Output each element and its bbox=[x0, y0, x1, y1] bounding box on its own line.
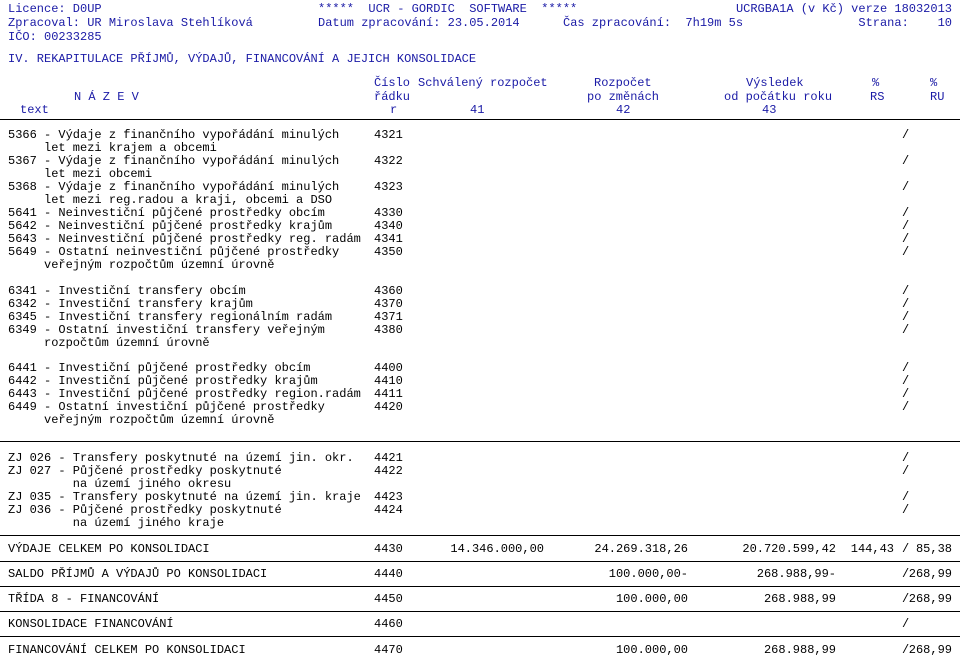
row-line-number: 4340 bbox=[374, 219, 403, 233]
table-row bbox=[0, 258, 960, 271]
row-text: veřejným rozpočtům územní úrovně bbox=[8, 413, 275, 427]
table-row bbox=[0, 154, 960, 167]
row-slash: / bbox=[902, 219, 910, 233]
col-rozpocet-2: po změnách bbox=[587, 90, 660, 104]
row-pct-ru: 268,99 bbox=[908, 567, 952, 581]
row-slash: / bbox=[902, 361, 910, 375]
col-rozpocet-3: 42 bbox=[616, 103, 631, 117]
separator bbox=[0, 441, 960, 442]
table-row bbox=[0, 336, 960, 349]
separator bbox=[0, 586, 960, 587]
header-line-2 bbox=[0, 16, 960, 30]
row-text: veřejným rozpočtům územní úrovně bbox=[8, 258, 275, 272]
col-rs-2: RS bbox=[870, 90, 885, 104]
table-row bbox=[0, 451, 960, 464]
col-ru-1: % bbox=[930, 76, 938, 90]
row-line-number: 4430 bbox=[374, 542, 403, 556]
col-text: text bbox=[20, 103, 49, 117]
row-text: let mezi obcemi bbox=[8, 167, 153, 181]
row-slash: / bbox=[902, 451, 910, 465]
row-slash: / bbox=[902, 310, 910, 324]
row-result: 268.988,99- bbox=[756, 567, 836, 581]
row-line-number: 4421 bbox=[374, 451, 403, 465]
processed-date: Datum zpracování: 23.05.2014 bbox=[318, 16, 520, 30]
row-text: 6443 - Investiční půjčené prostředky region.radám bbox=[8, 387, 361, 401]
row-text: SALDO PŘÍJMŮ A VÝDAJŮ PO KONSOLIDACI bbox=[8, 567, 268, 581]
row-line-number: 4400 bbox=[374, 361, 403, 375]
separator bbox=[0, 561, 960, 562]
row-slash: / bbox=[902, 490, 910, 504]
row-slash: / bbox=[902, 323, 910, 337]
row-text: let mezi reg.radou a kraji, obcemi a DSO bbox=[8, 193, 333, 207]
row-line-number: 4470 bbox=[374, 643, 403, 657]
row-text: 6449 - Ostatní investiční půjčené prostředky bbox=[8, 400, 325, 414]
row-line-number: 4440 bbox=[374, 567, 403, 581]
table-row bbox=[0, 400, 960, 413]
page-number: Strana: 10 bbox=[858, 16, 952, 30]
table-row bbox=[0, 464, 960, 477]
table-row bbox=[0, 284, 960, 297]
row-text: 6441 - Investiční půjčené prostředky obcím bbox=[8, 361, 311, 375]
row-line-number: 4321 bbox=[374, 128, 403, 142]
row-text: 6349 - Ostatní investiční transfery veřejným bbox=[8, 323, 325, 337]
row-pct-ru: 85,38 bbox=[915, 542, 952, 556]
row-text: FINANCOVÁNÍ CELKEM PO KONSOLIDACI bbox=[8, 643, 246, 657]
row-text: ZJ 027 - Půjčené prostředky poskytnuté bbox=[8, 464, 282, 478]
row-slash: / bbox=[902, 245, 910, 259]
table-row bbox=[0, 310, 960, 323]
row-text: 5367 - Výdaje z finančního vypořádání minulých bbox=[8, 154, 340, 168]
row-pct-rs: 144,43 bbox=[850, 542, 894, 556]
row-slash: / bbox=[902, 232, 910, 246]
table-row bbox=[0, 323, 960, 336]
row-text: na území jiného kraje bbox=[8, 516, 225, 530]
row-slash: / bbox=[902, 128, 910, 142]
row-slash: / bbox=[902, 617, 910, 631]
table-row bbox=[0, 232, 960, 245]
row-slash: / bbox=[902, 567, 910, 581]
header-line-3 bbox=[0, 30, 960, 44]
row-text: 6341 - Investiční transfery obcím bbox=[8, 284, 246, 298]
separator bbox=[0, 119, 960, 120]
table-row bbox=[0, 245, 960, 258]
row-text: let mezi krajem a obcemi bbox=[8, 141, 217, 155]
row-slash: / bbox=[902, 374, 910, 388]
col-schvaleny-3: 41 bbox=[470, 103, 485, 117]
row-line-number: 4371 bbox=[374, 310, 403, 324]
row-text: KONSOLIDACE FINANCOVÁNÍ bbox=[8, 617, 174, 631]
row-slash: / bbox=[902, 503, 910, 517]
processing-time: Čas zpracování: 7h19m 5s bbox=[563, 16, 744, 30]
row-text: 5641 - Neinvestiční půjčené prostředky obcím bbox=[8, 206, 325, 220]
row-slash: / bbox=[902, 400, 910, 414]
col-vysledek-2: od počátku roku bbox=[724, 90, 833, 104]
col-ru-2: RU bbox=[930, 90, 945, 104]
row-text: na území jiného okresu bbox=[8, 477, 232, 491]
row-text: 5642 - Neinvestiční půjčené prostředky krajům bbox=[8, 219, 333, 233]
software-banner: ***** UCR - GORDIC SOFTWARE ***** bbox=[318, 2, 578, 16]
row-pct-ru: 268,99 bbox=[908, 643, 952, 657]
row-line-number: 4410 bbox=[374, 374, 403, 388]
table-row bbox=[0, 503, 960, 516]
row-result: 268.988,99 bbox=[763, 643, 836, 657]
row-slash: / bbox=[902, 592, 910, 606]
row-line-number: 4341 bbox=[374, 232, 403, 246]
table-row bbox=[0, 180, 960, 193]
licence-label: Licence: D0UP bbox=[8, 2, 102, 16]
section-title: IV. REKAPITULACE PŘÍJMŮ, VÝDAJŮ, FINANCOVÁNÍ A JEJICH KONSOLIDACE bbox=[8, 52, 477, 66]
row-slash: / bbox=[902, 206, 910, 220]
report-id: UCRGBA1A (v Kč) verze 18032013 bbox=[735, 2, 952, 16]
row-slash: / bbox=[902, 387, 910, 401]
row-text: 6342 - Investiční transfery krajům bbox=[8, 297, 253, 311]
table-row bbox=[0, 361, 960, 374]
row-result: 268.988,99 bbox=[763, 592, 836, 606]
row-slash: / bbox=[902, 464, 910, 478]
table-row bbox=[0, 643, 960, 656]
table-row bbox=[0, 167, 960, 180]
row-line-number: 4423 bbox=[374, 490, 403, 504]
table-row bbox=[0, 413, 960, 426]
separator bbox=[0, 535, 960, 536]
row-text: 5366 - Výdaje z finančního vypořádání minulých bbox=[8, 128, 340, 142]
row-adjusted-budget: 100.000,00 bbox=[615, 592, 688, 606]
row-text: ZJ 035 - Transfery poskytnuté na území jin. kraje bbox=[8, 490, 361, 504]
row-text: TŘÍDA 8 - FINANCOVÁNÍ bbox=[8, 592, 160, 606]
col-nazev: N Á Z E V bbox=[74, 90, 139, 104]
row-text: 5643 - Neinvestiční půjčené prostředky reg. radám bbox=[8, 232, 361, 246]
row-slash: / bbox=[902, 154, 910, 168]
row-text: 6442 - Investiční půjčené prostředky krajům bbox=[8, 374, 318, 388]
col-cislo-2: řádku bbox=[374, 90, 411, 104]
col-cislo-3: r bbox=[390, 103, 398, 117]
row-line-number: 4424 bbox=[374, 503, 403, 517]
row-slash: / bbox=[902, 180, 910, 194]
table-row bbox=[0, 219, 960, 232]
table-row bbox=[0, 128, 960, 141]
row-line-number: 4330 bbox=[374, 206, 403, 220]
table-row bbox=[0, 193, 960, 206]
row-adjusted-budget: 100.000,00 bbox=[615, 643, 688, 657]
table-row bbox=[0, 617, 960, 630]
row-line-number: 4322 bbox=[374, 154, 403, 168]
row-slash: / bbox=[902, 297, 910, 311]
row-slash: / bbox=[902, 284, 910, 298]
row-result: 20.720.599,42 bbox=[742, 542, 836, 556]
col-vysledek-3: 43 bbox=[762, 103, 777, 117]
table-row bbox=[0, 206, 960, 219]
row-line-number: 4460 bbox=[374, 617, 403, 631]
col-rs-1: % bbox=[872, 76, 880, 90]
row-slash: / bbox=[902, 542, 910, 556]
col-rozpocet-1: Rozpočet bbox=[594, 76, 652, 90]
table-row bbox=[0, 297, 960, 310]
table-row bbox=[0, 490, 960, 503]
col-schvaleny-1: Schválený rozpočet bbox=[418, 76, 548, 90]
row-line-number: 4420 bbox=[374, 400, 403, 414]
row-line-number: 4370 bbox=[374, 297, 403, 311]
separator bbox=[0, 636, 960, 637]
row-text: 6345 - Investiční transfery regionálním radám bbox=[8, 310, 333, 324]
row-line-number: 4380 bbox=[374, 323, 403, 337]
table-row bbox=[0, 542, 960, 555]
row-adjusted-budget: 100.000,00- bbox=[608, 567, 688, 581]
row-line-number: 4450 bbox=[374, 592, 403, 606]
row-pct-ru: 268,99 bbox=[908, 592, 952, 606]
col-cislo-1: Číslo bbox=[374, 76, 411, 90]
row-line-number: 4411 bbox=[374, 387, 403, 401]
table-row bbox=[0, 374, 960, 387]
col-vysledek-1: Výsledek bbox=[746, 76, 804, 90]
row-slash: / bbox=[902, 643, 910, 657]
row-text: 5649 - Ostatní neinvestiční půjčené prostředky bbox=[8, 245, 340, 259]
row-line-number: 4422 bbox=[374, 464, 403, 478]
row-text: ZJ 026 - Transfery poskytnuté na území jin. okr. bbox=[8, 451, 354, 465]
row-adjusted-budget: 24.269.318,26 bbox=[594, 542, 688, 556]
row-line-number: 4360 bbox=[374, 284, 403, 298]
row-text: 5368 - Výdaje z finančního vypořádání minulých bbox=[8, 180, 340, 194]
separator bbox=[0, 611, 960, 612]
table-row bbox=[0, 567, 960, 580]
row-text: ZJ 036 - Půjčené prostředky poskytnuté bbox=[8, 503, 282, 517]
processed-by: Zpracoval: UR Miroslava Stehlíková bbox=[8, 16, 253, 30]
row-line-number: 4323 bbox=[374, 180, 403, 194]
row-approved-budget: 14.346.000,00 bbox=[450, 542, 544, 556]
table-row bbox=[0, 387, 960, 400]
header-line-1 bbox=[0, 2, 960, 16]
table-row bbox=[0, 516, 960, 529]
row-line-number: 4350 bbox=[374, 245, 403, 259]
table-row bbox=[0, 477, 960, 490]
ico-label: IČO: 00233285 bbox=[8, 30, 102, 44]
row-text: rozpočtům územní úrovně bbox=[8, 336, 210, 350]
row-text: VÝDAJE CELKEM PO KONSOLIDACI bbox=[8, 542, 210, 556]
table-row bbox=[0, 592, 960, 605]
table-row bbox=[0, 141, 960, 154]
